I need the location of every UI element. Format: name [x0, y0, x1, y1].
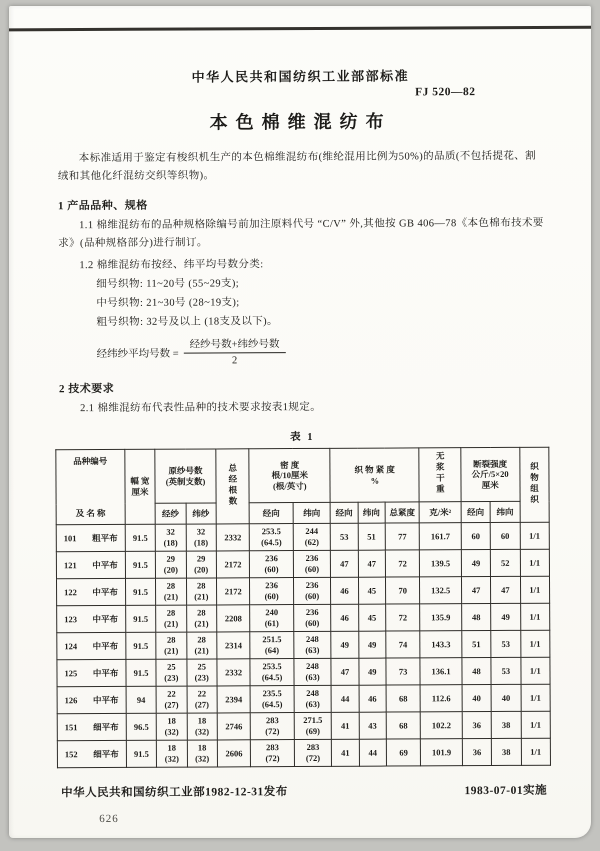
cell-dry_weight: 112.6 — [420, 685, 462, 712]
cell-total_ends: 2172 — [216, 578, 250, 605]
cell-weave: 1/1 — [520, 657, 550, 684]
clause-2-1: 2.1 棉维混纺布代表性品种的技术要求按表1规定。 — [80, 401, 322, 415]
cell-str_weft: 38 — [491, 711, 520, 738]
cell-total_ends: 2208 — [217, 605, 251, 632]
table-row — [57, 603, 550, 633]
cell-dry_weight: 143.3 — [420, 631, 462, 658]
cell-density_warp: 283 (72) — [251, 713, 295, 740]
cell-weave: 1/1 — [520, 549, 550, 576]
cell-variety: 123 中平布 — [57, 606, 126, 633]
cell-total_ends: 2172 — [216, 551, 250, 578]
cell-width: 91.5 — [126, 632, 157, 659]
cell-tight_total: 73 — [386, 658, 421, 685]
cell-dry_weight: 136.1 — [420, 658, 462, 685]
formula-fraction — [184, 338, 286, 369]
table-row — [56, 576, 549, 606]
class-coarse-line: 粗号织物: 32号及以上 (18支及以下)。 — [96, 316, 278, 328]
cell-total_ends: 2332 — [216, 524, 250, 551]
cell-weft_yarn: 32 (18) — [186, 524, 217, 551]
cell-total_ends: 2314 — [217, 632, 251, 659]
cell-variety: 122 中平布 — [56, 579, 125, 606]
cell-total_ends: 2746 — [217, 713, 251, 740]
subcol-strength-weft: 纬向 — [490, 502, 519, 523]
cell-warp_yarn: 32 (18) — [155, 524, 186, 551]
cell-weft_yarn: 28 (21) — [186, 605, 217, 632]
cell-tight_total: 68 — [386, 712, 421, 739]
cell-str_warp: 48 — [462, 658, 491, 685]
cell-width: 91.5 — [126, 659, 157, 686]
subcol-strength-warp: 经向 — [461, 502, 490, 523]
cell-weave: 1/1 — [521, 738, 551, 765]
cell-tight_warp: 44 — [331, 685, 358, 712]
col-group-breaking-strength: 断裂强度 公斤/5×20 厘米 — [461, 447, 520, 501]
cell-width: 94 — [126, 686, 157, 713]
cell-warp_yarn: 29 (20) — [156, 551, 187, 578]
subcol-weft-yarn: 纬纱 — [186, 503, 216, 524]
document-title: 本色棉维混纺布 — [209, 111, 392, 133]
table-row — [57, 711, 550, 741]
cell-warp_yarn: 18 (32) — [157, 740, 188, 767]
formula-lhs: 经纬纱平均号数 = — [96, 349, 179, 361]
cell-str_weft: 60 — [490, 522, 519, 549]
cell-str_warp: 36 — [462, 712, 491, 739]
standard-code: FJ 520—82 — [415, 86, 476, 99]
cell-density_weft: 248 (63) — [294, 658, 332, 685]
scope-paragraph: 本标准适用于鉴定有梭织机生产的本色棉维混纺布(维纶混用比例为50%)的品质(不包括提花、割绒和其他化纤混纺交织等织物)。 — [57, 150, 537, 183]
cell-dry_weight: 161.7 — [420, 523, 462, 550]
spec-table-wrap — [55, 447, 551, 769]
cell-tight_weft: 46 — [359, 685, 386, 712]
subcol-density-warp: 经向 — [249, 503, 293, 524]
cell-tight_weft: 49 — [359, 658, 386, 685]
section-2-heading: 2 技术要求 — [58, 383, 115, 396]
cell-tight_total: 70 — [385, 577, 420, 604]
cell-density_weft: 271.5 (69) — [294, 712, 332, 739]
cell-density_weft: 236 (60) — [293, 577, 331, 604]
spec-table-body — [56, 522, 550, 768]
cell-weft_yarn: 29 (20) — [186, 551, 217, 578]
cell-tight_weft: 49 — [358, 631, 385, 658]
col-group-tightness: 织 物 紧 度 % — [330, 448, 419, 503]
cell-warp_yarn: 22 (27) — [156, 686, 187, 713]
table-row — [57, 657, 550, 687]
subcol-tight-warp: 经向 — [330, 502, 357, 523]
cell-dry_weight: 139.5 — [420, 550, 462, 577]
cell-weave: 1/1 — [521, 711, 551, 738]
cell-total_ends: 2332 — [217, 659, 251, 686]
cell-tight_total: 74 — [386, 631, 421, 658]
document-footer — [61, 782, 547, 801]
cell-density_warp: 240 (61) — [250, 605, 294, 632]
cell-tight_total: 72 — [385, 550, 420, 577]
cell-density_weft: 236 (60) — [293, 604, 331, 631]
formula-numerator: 经纱号数+纬纱号数 — [184, 338, 286, 354]
cell-density_warp: 253.5 (64.5) — [250, 659, 294, 686]
cell-weave: 1/1 — [520, 630, 550, 657]
implement-date-text: 1983-07-01实施 — [464, 784, 548, 798]
table-row — [56, 522, 549, 552]
variety-header-top: 品种编号 — [73, 456, 108, 467]
col-header-dry-weight: 无浆干重 — [419, 448, 461, 502]
cell-dry_weight: 135.9 — [420, 604, 462, 631]
cell-str_weft: 47 — [491, 576, 520, 603]
table-row — [57, 630, 550, 660]
cell-str_weft: 53 — [491, 657, 520, 684]
cell-density_warp: 253.5 (64.5) — [250, 524, 294, 551]
cell-warp_yarn: 28 (21) — [156, 605, 187, 632]
cell-width: 91.5 — [125, 605, 156, 632]
cell-warp_yarn: 28 (21) — [156, 632, 187, 659]
section-1-heading: 1 产品品种、规格 — [58, 199, 148, 213]
cell-weft_yarn: 25 (23) — [186, 659, 217, 686]
cell-variety: 124 中平布 — [57, 633, 126, 660]
clause-1-1: 1.1 棉维混纺布的品种规格除编号前加注原料代号 “C/V” 外,其他按 GB 406—78《本色棉布技术要求》(品种规格部分)进行制订。 — [58, 217, 544, 250]
cell-width: 91.5 — [125, 524, 156, 551]
cell-width: 91.5 — [125, 578, 156, 605]
cell-width: 91.5 — [126, 740, 157, 767]
cell-str_weft: 40 — [491, 684, 520, 711]
cell-weft_yarn: 28 (21) — [186, 578, 217, 605]
col-group-density: 密 度 根/10厘米 (根/英寸) — [249, 448, 330, 503]
cell-str_warp: 51 — [462, 631, 491, 658]
subcol-warp-yarn: 经纱 — [155, 503, 185, 524]
cell-variety: 151 细平布 — [57, 714, 126, 741]
cell-dry_weight: 101.9 — [421, 739, 463, 766]
cell-dry_weight: 132.5 — [420, 577, 462, 604]
cell-density_warp: 283 (72) — [251, 740, 295, 767]
subcol-density-weft: 纬向 — [293, 503, 331, 524]
cell-weave: 1/1 — [520, 576, 550, 603]
cell-tight_warp: 49 — [331, 631, 358, 658]
formula-denominator: 2 — [232, 355, 238, 367]
cell-weave: 1/1 — [521, 684, 551, 711]
cell-warp_yarn: 25 (23) — [156, 659, 187, 686]
cell-variety: 101 粗平布 — [56, 525, 125, 552]
table-row — [57, 738, 550, 768]
cell-density_weft: 244 (62) — [293, 523, 331, 550]
class-medium-line: 中号织物: 21~30号 (28~19支); — [96, 297, 240, 310]
standard-org: 中华人民共和国纺织工业部部标准 — [191, 68, 410, 85]
document-page — [9, 6, 591, 838]
cell-width: 91.5 — [125, 551, 156, 578]
cell-density_warp: 235.5 (64.5) — [250, 686, 294, 713]
table-caption: 表 1 — [290, 432, 315, 444]
clause-1-2: 1.2 棉维混纺布按经、纬平均号数分类: — [79, 259, 264, 272]
cell-str_warp: 49 — [461, 550, 490, 577]
cell-variety: 125 中平布 — [57, 660, 126, 687]
cell-weft_yarn: 18 (32) — [187, 740, 218, 767]
cell-tight_warp: 41 — [331, 712, 358, 739]
cell-tight_weft: 45 — [358, 604, 385, 631]
subcol-tight-weft: 纬向 — [358, 502, 385, 523]
cell-total_ends: 2394 — [217, 686, 251, 713]
cell-weft_yarn: 18 (32) — [187, 713, 218, 740]
cell-weave: 1/1 — [520, 603, 550, 630]
cell-tight_warp: 53 — [330, 523, 357, 550]
variety-header-bottom: 及 名 称 — [75, 508, 106, 519]
cell-str_weft: 38 — [492, 738, 521, 765]
table-row — [57, 684, 550, 714]
cell-variety: 126 中平布 — [57, 687, 126, 714]
cell-str_warp: 36 — [462, 739, 491, 766]
cell-tight_weft: 51 — [358, 523, 385, 550]
cell-total_ends: 2606 — [217, 740, 251, 767]
cell-str_warp: 40 — [462, 685, 491, 712]
cell-tight_warp: 47 — [331, 658, 358, 685]
cell-tight_weft: 45 — [358, 577, 385, 604]
cell-density_warp: 251.5 (64) — [250, 632, 294, 659]
issue-date-text: 中华人民共和国纺织工业部1982-12-31发布 — [61, 786, 288, 800]
cell-tight_total: 69 — [386, 739, 421, 766]
average-count-formula — [59, 336, 545, 369]
subcol-tight-total: 总紧度 — [385, 502, 420, 523]
cell-tight_total: 72 — [386, 604, 421, 631]
cell-str_weft: 53 — [491, 630, 520, 657]
cell-density_weft: 236 (60) — [293, 550, 331, 577]
cell-variety: 121 中平布 — [56, 552, 125, 579]
table-row — [56, 549, 549, 579]
cell-density_warp: 236 (60) — [250, 551, 294, 578]
cell-density_weft: 248 (63) — [294, 631, 332, 658]
col-header-weave: 织物组织 — [519, 447, 549, 522]
cell-density_warp: 236 (60) — [250, 578, 294, 605]
col-group-yarn-count: 原纱号数 (英制支数) — [155, 449, 216, 503]
cell-variety: 152 细平布 — [57, 741, 126, 768]
cell-str_warp: 60 — [461, 523, 490, 550]
cell-weft_yarn: 22 (27) — [187, 686, 218, 713]
cell-str_warp: 48 — [461, 604, 490, 631]
cell-tight_warp: 46 — [331, 577, 358, 604]
cell-str_weft: 49 — [491, 603, 520, 630]
cell-density_weft: 248 (63) — [294, 685, 332, 712]
cell-weft_yarn: 28 (21) — [186, 632, 217, 659]
class-fine-line: 细号织物: 11~20号 (55~29支); — [96, 278, 240, 291]
subcol-dry-weight-unit: 克/米² — [419, 502, 461, 523]
cell-weave: 1/1 — [520, 522, 550, 549]
cell-tight_total: 68 — [386, 685, 421, 712]
col-header-width: 幅 宽 厘米 — [125, 449, 156, 524]
cell-warp_yarn: 18 (32) — [156, 713, 187, 740]
cell-tight_warp: 41 — [332, 739, 359, 766]
cell-warp_yarn: 28 (21) — [156, 578, 187, 605]
cell-width: 96.5 — [126, 713, 157, 740]
cell-tight_weft: 47 — [358, 550, 385, 577]
document-content — [9, 6, 591, 826]
spec-table — [55, 447, 551, 769]
page-number: 626 — [99, 813, 119, 826]
document-header — [9, 6, 591, 136]
cell-tight_warp: 47 — [331, 550, 358, 577]
col-header-variety — [56, 450, 125, 525]
cell-tight_weft: 43 — [359, 712, 386, 739]
cell-tight_warp: 46 — [331, 604, 358, 631]
cell-dry_weight: 102.2 — [421, 712, 463, 739]
cell-str_warp: 47 — [461, 577, 490, 604]
col-header-total-ends: 总经根数 — [216, 449, 250, 524]
cell-str_weft: 52 — [491, 549, 520, 576]
cell-tight_weft: 44 — [359, 739, 386, 766]
cell-density_weft: 283 (72) — [294, 739, 332, 766]
cell-tight_total: 77 — [385, 523, 420, 550]
